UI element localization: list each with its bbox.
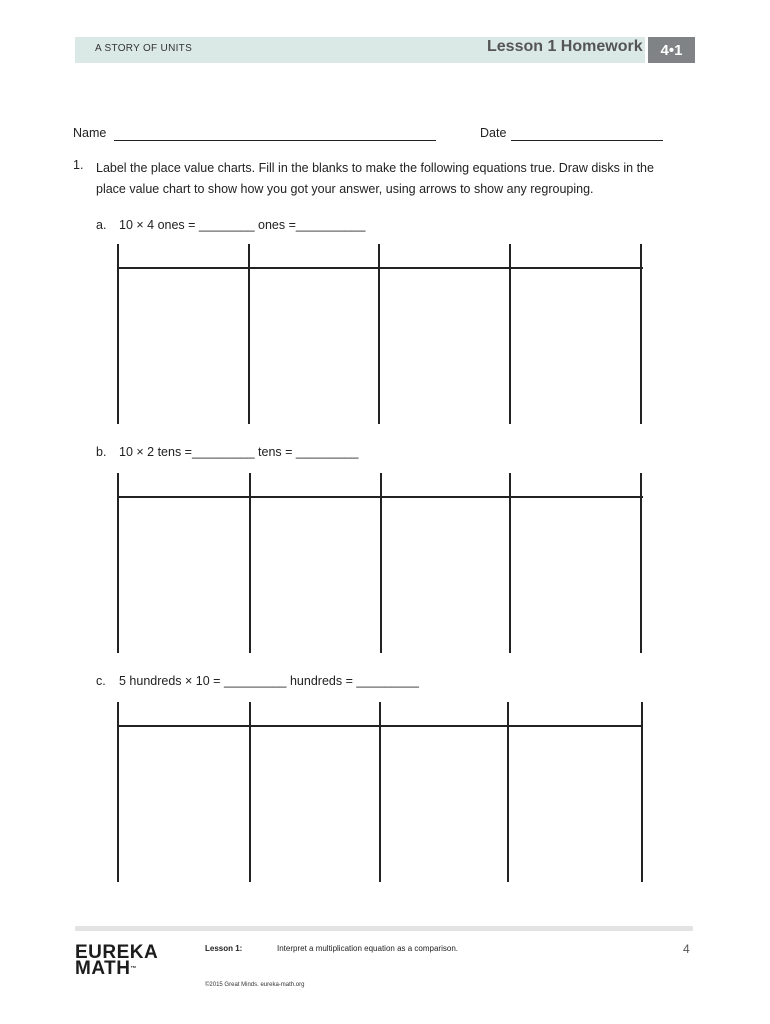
chart-divider	[379, 702, 381, 882]
place-value-chart-b[interactable]	[117, 473, 643, 653]
chart-divider	[248, 244, 250, 424]
chart-divider	[640, 244, 642, 424]
chart-divider	[249, 473, 251, 653]
logo-line-eureka: EUREKA	[75, 942, 159, 963]
chart-divider	[378, 244, 380, 424]
question-text: Label the place value charts. Fill in the blanks to make the following equations true. Draw disks in the place value chart to show how you got your answer, using arrows to show any regrouping.	[96, 161, 654, 196]
trademark-mark: ™	[130, 966, 137, 972]
footer-lesson-description: Interpret a multiplication equation as a comparison.	[277, 944, 458, 953]
page-number: 4	[683, 942, 690, 956]
name-label: Name	[73, 126, 107, 140]
place-value-chart-a[interactable]	[117, 244, 643, 424]
question-number: 1.	[73, 158, 84, 172]
series-label: A STORY OF UNITS	[95, 43, 193, 54]
chart-divider	[380, 473, 382, 653]
part-a-equation: 10 × 4 ones = ________ ones =__________	[119, 218, 366, 232]
name-field[interactable]	[114, 140, 436, 141]
date-label: Date	[480, 126, 507, 140]
lesson-title: Lesson 1 Homework	[487, 38, 643, 55]
part-a-letter: a.	[96, 218, 107, 232]
footer-lesson-label: Lesson 1:	[205, 944, 243, 953]
place-value-chart-c[interactable]	[117, 702, 643, 882]
date-field[interactable]	[511, 140, 663, 141]
footer-rule	[75, 926, 693, 931]
chart-header-rule	[117, 496, 643, 498]
chart-divider	[249, 702, 251, 882]
grade-module-tab: 4•1	[648, 37, 695, 63]
chart-header-rule	[117, 725, 643, 727]
copyright-notice: ©2015 Great Minds. eureka-math.org	[205, 982, 305, 988]
chart-divider	[509, 473, 511, 653]
part-c-equation: 5 hundreds × 10 = _________ hundreds = _________	[119, 674, 419, 688]
part-c-letter: c.	[96, 674, 106, 688]
part-b-letter: b.	[96, 445, 107, 459]
eureka-math-logo	[75, 942, 159, 979]
chart-header-rule	[117, 267, 643, 269]
logo-line-math: MATH™	[75, 958, 137, 979]
chart-divider	[507, 702, 509, 882]
chart-divider	[640, 473, 642, 653]
part-b-equation: 10 × 2 tens =_________ tens = _________	[119, 445, 359, 459]
chart-divider	[641, 702, 643, 882]
chart-divider	[509, 244, 511, 424]
chart-divider	[117, 702, 119, 882]
chart-divider	[117, 244, 119, 424]
chart-divider	[117, 473, 119, 653]
